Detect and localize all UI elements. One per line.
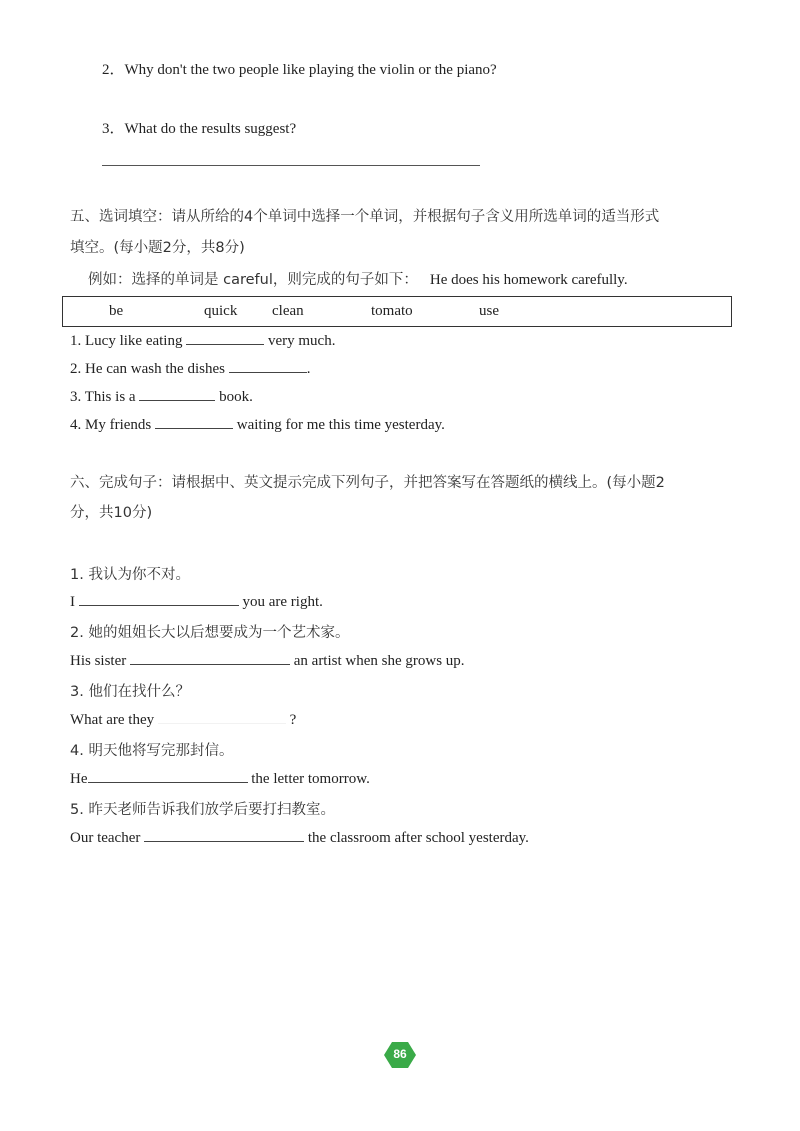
answer-blank[interactable] [88, 769, 248, 783]
sentence-prompt-1: 1. 我认为你不对。 [70, 567, 190, 583]
sentence-answer-3 [70, 710, 296, 729]
sentence-answer-5 [70, 828, 529, 847]
sentence-text: the classroom after school yesterday. [307, 830, 529, 846]
sentence-answer-1 [70, 592, 323, 611]
section-5-heading-line2: 填空。(每小题2分，共8分) [70, 240, 245, 256]
answer-blank[interactable] [158, 710, 286, 724]
word-bank-item: clean [272, 303, 304, 319]
sentence-text: you are right. [242, 594, 323, 610]
sentence-prompt-3: 3. 他们在找什么？ [70, 684, 190, 700]
fill-item-text: 2. He can wash the dishes [70, 361, 225, 377]
sentence-text: an artist when she grows up. [293, 653, 465, 669]
fill-item-text: waiting for me this time yesterday. [236, 417, 445, 433]
sentence-text: the letter tomorrow. [251, 771, 370, 787]
page-number-badge [384, 1042, 416, 1068]
fill-item-text: 3. This is a [70, 389, 136, 405]
answer-blank[interactable] [229, 359, 307, 373]
fill-item-text: 1. Lucy like eating [70, 333, 183, 349]
answer-blank[interactable] [144, 828, 304, 842]
sentence-text: His sister [70, 653, 127, 669]
sentence-prompt-2: 2. 她的姐姐长大以后想要成为一个艺术家。 [70, 625, 350, 641]
example-en: He does his homework carefully. [429, 272, 628, 288]
section-5-heading-line1: 五、选词填空：请从所给的4个单词中选择一个单词，并根据句子含义用所选单词的适当形式 [70, 209, 660, 225]
sentence-answer-4 [70, 769, 370, 788]
example-cn: 例如：选择的单词是 careful，则完成的句子如下： [88, 272, 418, 288]
word-bank-item: quick [204, 303, 238, 319]
example-line [88, 268, 628, 289]
answer-blank[interactable] [139, 387, 215, 401]
fill-item-text: 4. My friends [70, 417, 152, 433]
answer-blank[interactable] [130, 651, 290, 665]
fill-item-text: . [306, 361, 311, 377]
fill-item-4 [70, 415, 445, 434]
fill-item-text: very much. [267, 333, 336, 349]
word-bank-item: tomato [371, 303, 413, 319]
question-2: 2．Why don't the two people like playing the violin or the piano? [102, 62, 497, 78]
answer-line [102, 165, 480, 166]
fill-item-3 [70, 387, 253, 406]
answer-blank[interactable] [155, 415, 233, 429]
word-bank-box [62, 296, 732, 327]
answer-blank[interactable] [79, 592, 239, 606]
sentence-prompt-5: 5. 昨天老师告诉我们放学后要打扫教室。 [70, 802, 335, 818]
fill-item-text: book. [219, 389, 253, 405]
fill-item-1 [70, 331, 335, 350]
question-3: 3．What do the results suggest? [102, 121, 297, 137]
word-bank-item: be [109, 303, 124, 319]
sentence-text: He [70, 771, 88, 787]
sentence-answer-2 [70, 651, 465, 670]
section-6-heading-line2: 分，共10分) [70, 505, 153, 521]
sentence-text: I [70, 594, 75, 610]
page-number: 86 [393, 1047, 407, 1061]
answer-blank[interactable] [186, 331, 264, 345]
fill-item-2 [70, 359, 310, 378]
section-6-heading-line1: 六、完成句子：请根据中、英文提示完成下列句子，并把答案写在答题纸的横线上。(每小题2 [70, 475, 665, 491]
sentence-text: Our teacher [70, 830, 141, 846]
sentence-prompt-4: 4. 明天他将写完那封信。 [70, 743, 234, 759]
word-bank-item: use [479, 303, 499, 319]
sentence-text: What are they [70, 712, 155, 728]
sentence-text: ? [289, 712, 297, 728]
